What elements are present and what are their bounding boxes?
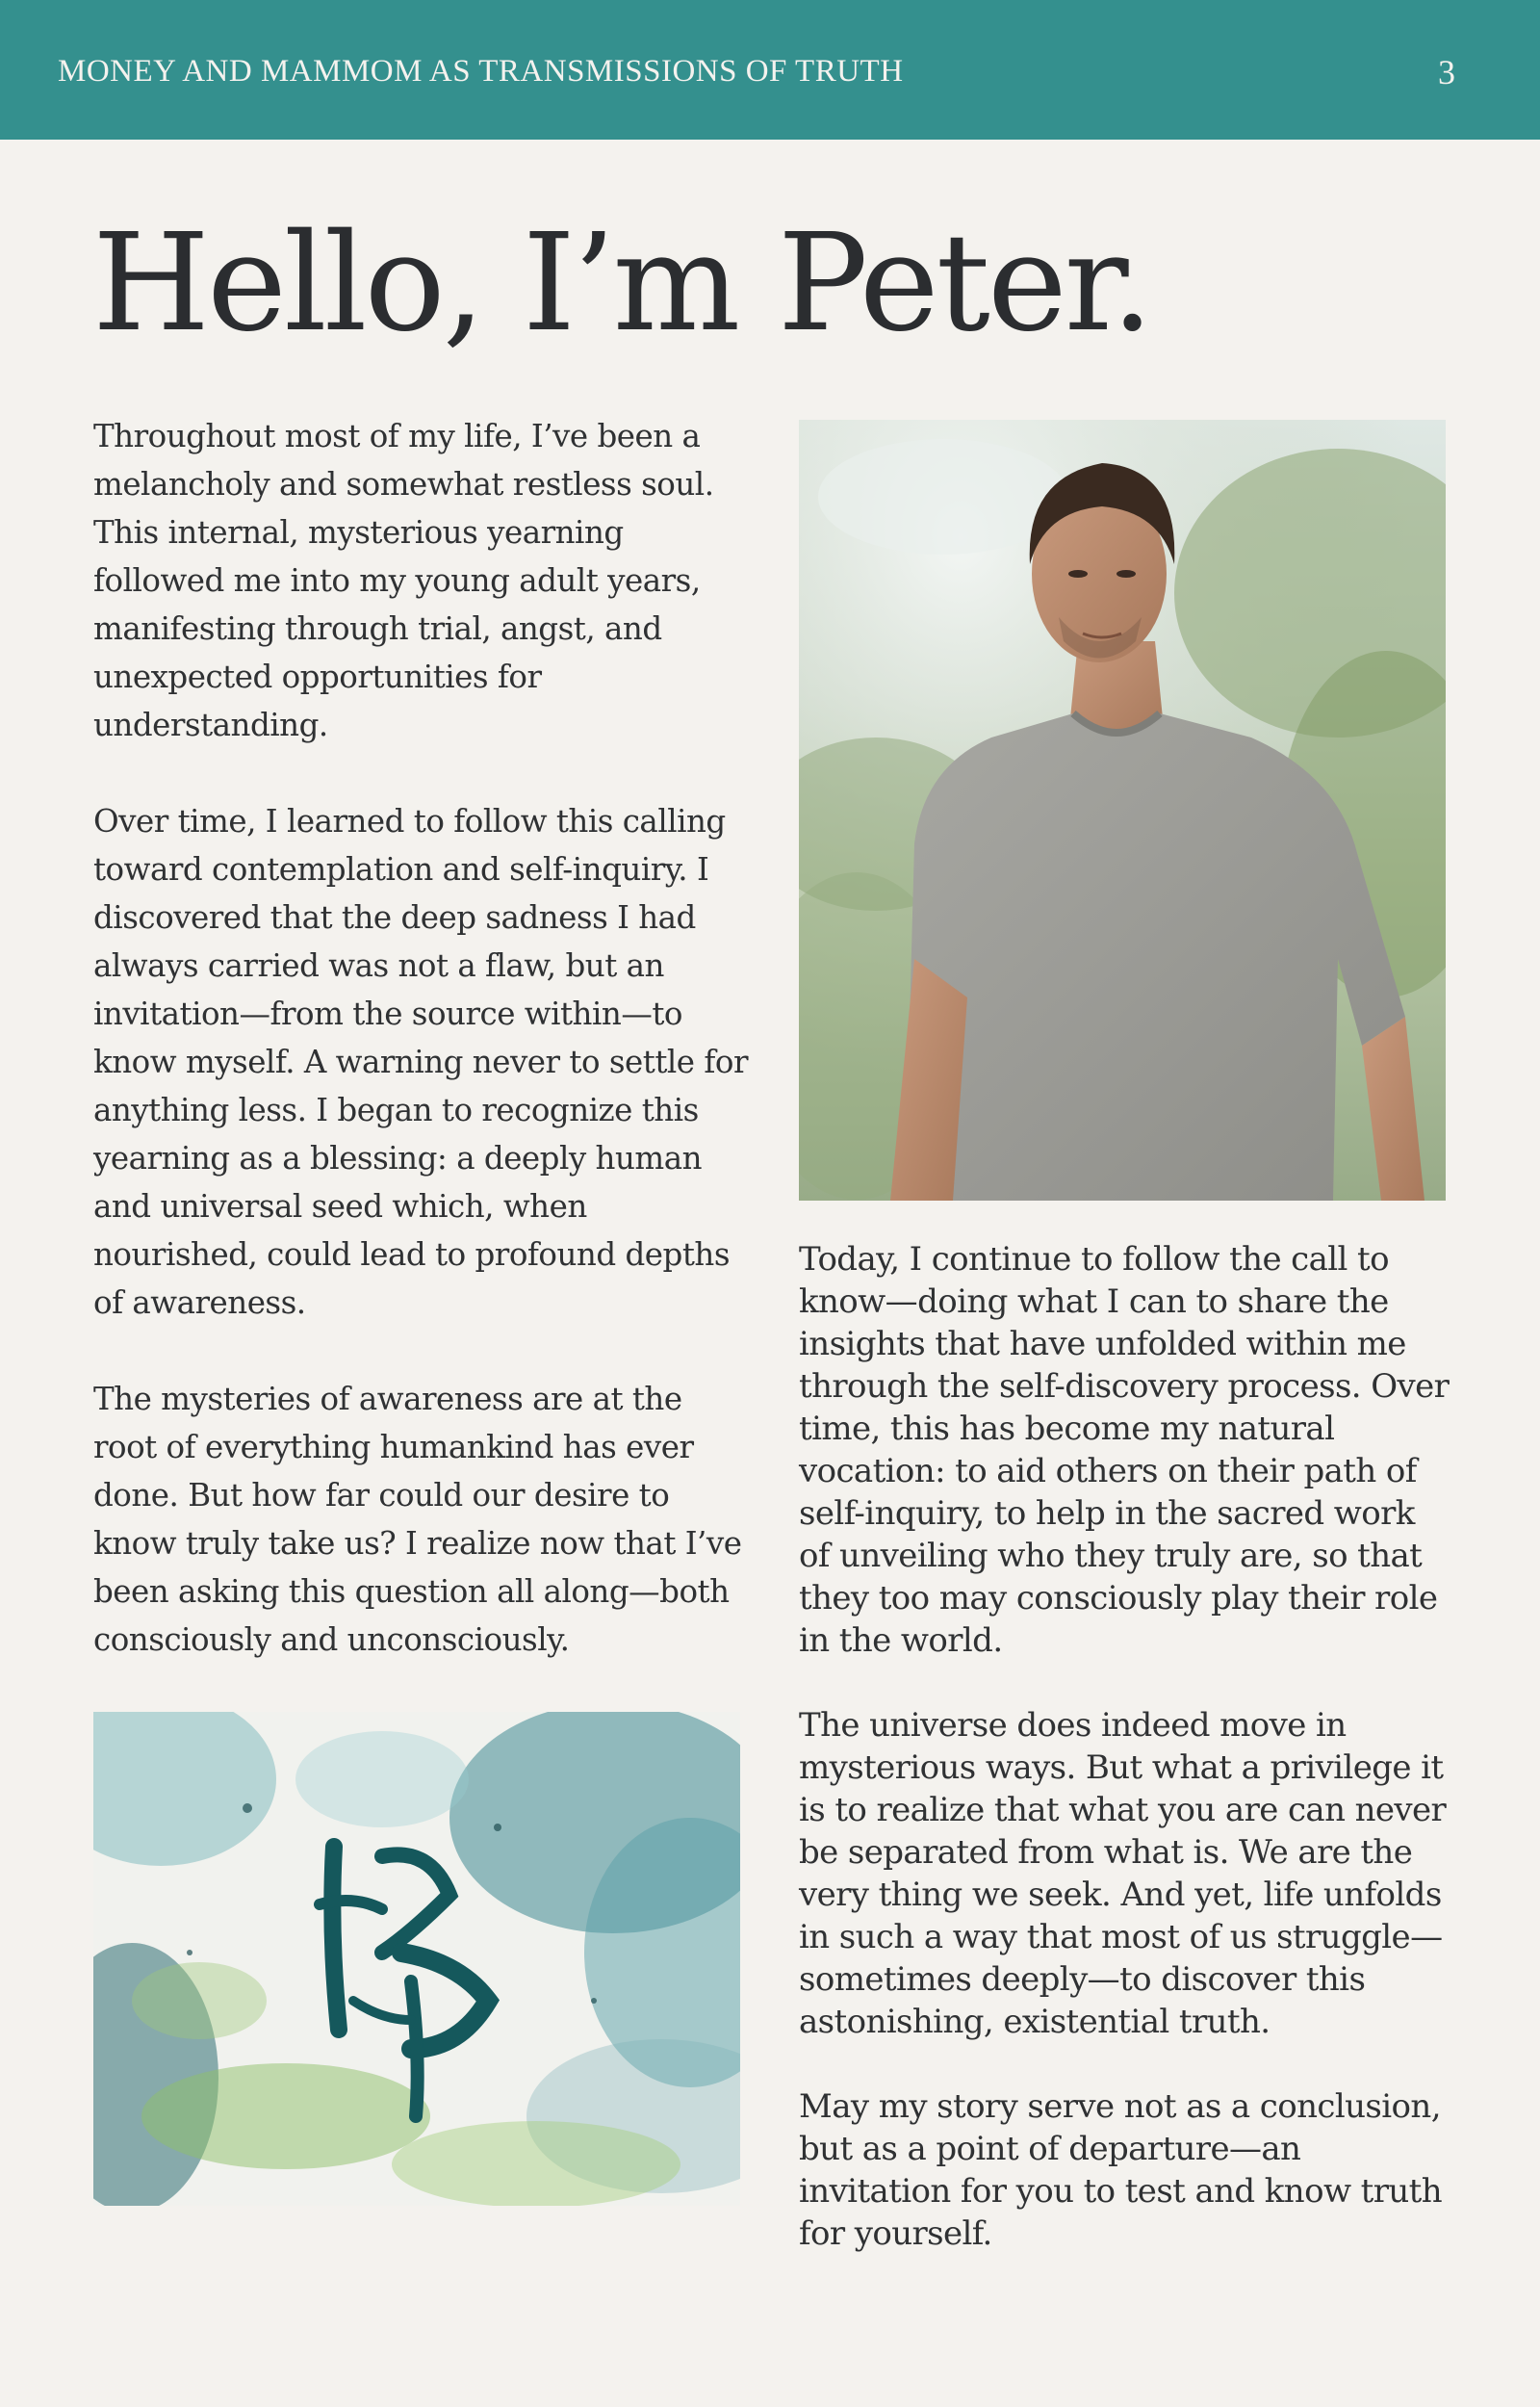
portrait-photo [799, 420, 1446, 1201]
page-number: 3 [1438, 53, 1455, 91]
left-paragraph-2: Over time, I learned to follow this calling toward contemplation and self-inquiry. I discovered that the deep sadness I had always carried was not a flaw, but an invitation—from the source within—to know myself. A warning never to settle for anything less. I began to recognize this yearning as a blessing: a deeply human and universal seed which, when nourished, could lead to profound depths of awareness. [93, 803, 748, 1321]
right-paragraph-1: Today, I continue to follow the call to know—doing what I can to share the insights that have unfolded within me through the self-discovery process. Over time, this has become my natural vocation: to aid others on their path of self-inquiry, to help in the sacred work of unveiling who they truly are, so that they too may consciously play their role in the world. [799, 1240, 1450, 1660]
left-column [93, 412, 748, 1712]
right-paragraph-2: The universe does indeed move in mysterious ways. But what a privilege it is to realize that what you are can never be separated from what is. We are the very thing we seek. And yet, life unfolds in such a way that most of us struggle—sometimes deeply—to discover this astonishing, existential truth. [799, 1706, 1447, 2041]
right-paragraph-3: May my story serve not as a conclusion, but as a point of departure—an invitation for you to test and know truth for yourself. [799, 2087, 1443, 2253]
watercolor-calligraphy-image [93, 1712, 740, 2206]
watercolor-calligraphy-illustration [93, 1712, 740, 2206]
running-header-title: MONEY AND MAMMOM AS TRANSMISSIONS OF TRUTH [58, 54, 904, 89]
right-column [799, 1238, 1453, 2297]
portrait-illustration [799, 420, 1446, 1201]
left-paragraph-3: The mysteries of awareness are at the root of everything humankind has ever done. But how far could our desire to know truly take us? I realize now that I’ve been asking this question all along—both consciously and unconsciously. [93, 1381, 742, 1658]
left-paragraph-1: Throughout most of my life, I’ve been a melancholy and somewhat restless soul. This internal, mysterious yearning followed me into my young adult years, manifesting through trial, angst, and unexpected opportunities for understanding. [93, 418, 714, 743]
page-title: Hello, I’m Peter. [92, 205, 1151, 362]
header-bar [0, 0, 1540, 140]
